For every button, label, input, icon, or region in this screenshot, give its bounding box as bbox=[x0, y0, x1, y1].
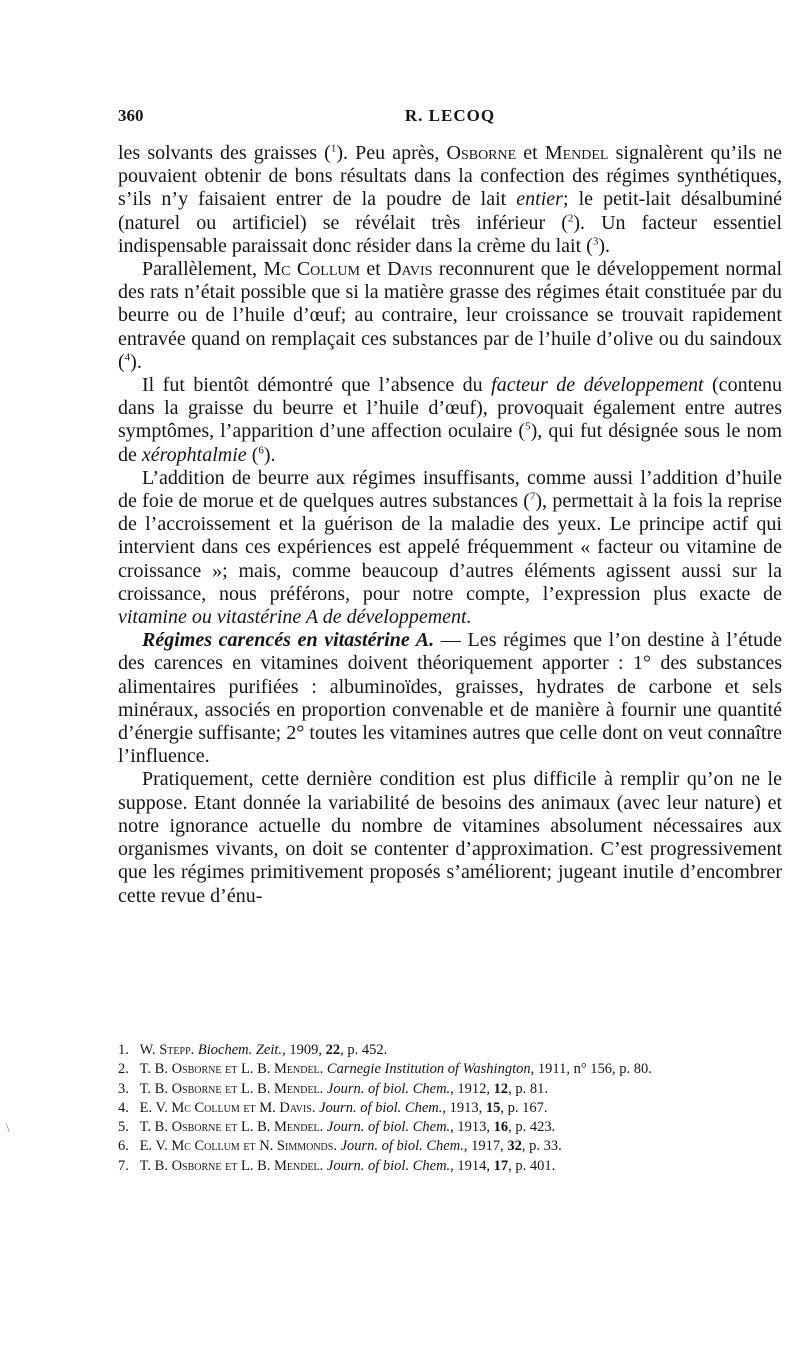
footnote: 1. W. Stepp. Biochem. Zeit., 1909, 22, p. 452. bbox=[118, 1042, 388, 1058]
author-name: Davis bbox=[387, 258, 433, 281]
footnote: 2. T. B. Osborne et L. B. Mendel. Carnegie Institution of Washington, 1911, n° 156, p. 80. bbox=[118, 1061, 652, 1078]
footnotes bbox=[118, 1041, 782, 1176]
page-header bbox=[118, 106, 782, 132]
footnote: 7. T. B. Osborne et L. B. Mendel. Journ. of biol. Chem., 1914, 17, p. 401. bbox=[118, 1157, 556, 1174]
page-number: 360 bbox=[118, 106, 144, 125]
margin-mark: \ bbox=[6, 1120, 10, 1135]
paragraph-2: Parallèlement, Mc Collum et Davis reconnurent que le développement normal des rats n’était possible que si la matière grasse des régimes était constituée par du beurre ou de l’huile d’œuf; au contraire, leur croissance se trouvait rapidement entravée quand on remplaçait ces substances par de l’huile d’olive ou du saindoux ($^4$). bbox=[118, 258, 783, 373]
paragraph-3: Il fut bientôt démontré que l’absence du facteur de développement (contenu dans la graisse du beurre et l’huile d’œuf), provoquait également entre autres symptômes, l’apparition d’une affection oculaire ($^5$), qui fut désignée sous le nom de xérophtalmie ($^6$). bbox=[118, 374, 782, 466]
paragraph-6: Pratiquement, cette dernière condition est plus difficile à remplir qu’on ne le suppose. Etant donnée la variabilité de besoins des animaux (avec leur nature) et notre ignorance actuelle du nombre de vitamines absolument nécessaires aux organismes vivants, on doit se contenter d’approximation. C’est progressivement que les régimes primitivement proposés s’améliorent; jugeant inutile d’encombrer cette revue d’énu- bbox=[118, 768, 782, 907]
body-text bbox=[118, 142, 782, 908]
paragraph-4: L’addition de beurre aux régimes insuffisants, comme aussi l’addition d’huile de foie de morue et de quelques autres substances ($^7$), permettait à la fois la reprise de l’accroissement et la guérison de la maladie des yeux. Le principe actif qui intervient dans ces expériences est appelé fréquemment « facteur ou vitamine de croissance »; mais, comme beaucoup d’autres éléments agissent aussi sur la croissance, nous préférons, pour notre compte, l’expression plus exacte de vitamine ou vitastérine A de développement. bbox=[118, 466, 782, 629]
footnote: 6. E. V. Mc Collum et N. Simmonds. Journ. of biol. Chem., 1917, 32, p. 33. bbox=[118, 1138, 562, 1155]
paragraph-1: les solvants des graisses ($^1$). Peu après, Osborne et Mendel signalèrent qu’ils ne pouvaient obtenir de bons résultats dans la confection des régimes synthétiques, s’ils n’y faisaient entrer de la poudre de lait entier; le petit-lait désalbuminé (naturel ou artificiel) se révélait très inférieur ($^2$). Un facteur essentiel indispensable paraissait donc résider dans la crème du lait ($^3$). bbox=[118, 142, 782, 257]
footnote: 5. T. B. Osborne et L. B. Mendel. Journ. of biol. Chem., 1913, 16, p. 423. bbox=[118, 1119, 556, 1136]
section-heading: Régimes carencés en vitastérine A. bbox=[142, 629, 435, 652]
footnote: 4. E. V. Mc Collum et M. Davis. Journ. of biol. Chem., 1913, 15, p. 167. bbox=[118, 1099, 548, 1116]
paragraph-5: Régimes carencés en vitastérine A. — Les régimes que l’on destine à l’étude des carences en vitamines doivent théoriquement apporter : 1° des substances alimentaires purifiées : albuminoïdes, graisses, hydrates de carbone et sels minéraux, associés en proportion convenable et de manière à fournir une quantité d’énergie suffisante; 2° toutes les vitamines autres que celle dont on veut connaître l’influence. bbox=[118, 629, 782, 768]
footnote: 3. T. B. Osborne et L. B. Mendel. Journ. of biol. Chem., 1912, 12, p. 81. bbox=[118, 1080, 549, 1097]
author-name: Osborne bbox=[446, 142, 517, 164]
author-name: Mendel bbox=[544, 142, 609, 164]
author-name: Mc Collum bbox=[263, 258, 360, 281]
running-head: R. LECOQ bbox=[404, 106, 496, 125]
